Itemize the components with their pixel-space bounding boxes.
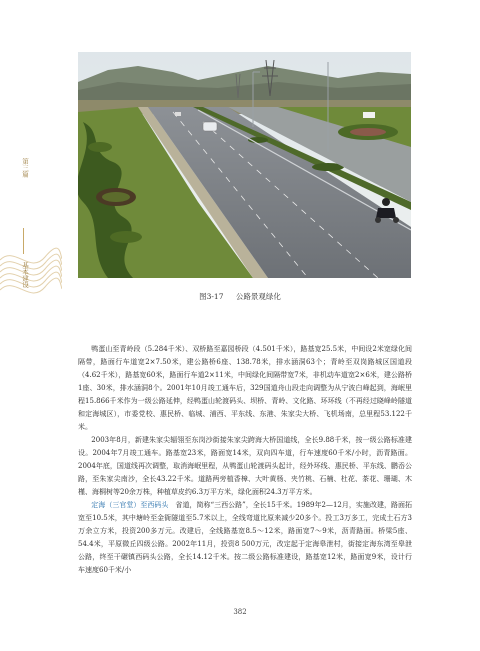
paragraph-3 [78,499,412,577]
body-text [78,343,412,577]
paragraph-text: 鸭蛋山至青岭段（5.284千米）、双桥路至嘉园桥段（4.501千米），路基宽25.5米，中间设2米宽绿化间隔带，路面行车道宽2×7.50米，建公路桥6座、138.78米，排水涵洞63个；青岭至双岗路城区国道段（4.62千米），路基宽60米，路面行车道2×11米，中间绿化间隔带宽7米，非机动车道宽2×6米，建公路桥1座、30米，排水涵洞8个。2001年10月竣工通车后，329国道舟山段走向调整为从宁波白峰起到，海岷里程15.866千米作为一级公路延伸，经鸭蛋山轮渡码头、坝桥、青岭、文化路、环环线（不再经过晓峰岭隧道和定海城区），市委党校、惠民桥、临城、浦西、平东线、东港、朱家尖大桥、飞机场南，总里程53.122千米。 [78,345,412,431]
figure-number: 图3-17 [199,292,224,301]
margin-divider [23,228,24,254]
page-number: 382 [233,608,247,616]
paragraph-1 [78,343,412,434]
section-label: 基本建设 [21,262,29,288]
paragraph-text: 省道，简称“三西公路”，全长15千米。1989年2—12月，实施改建，路面拓宽至10.5米，其中塘岭至金衙隧道至5.7米以上，全线弯道比原来减少20多个。投工3万多工，完成土石方3万余立方米，投资200多万元。改建后，全线路基宽8.5～12米，路面宽7～9米，沥青路面。桥梁5座、54.4米，平原微丘四级公路。2002年11月，投资8 500万元，改定起于定海皋泄村，街接定海东湾至皋泄公路，终至干碾镇西码头公路，全长14.12千米。按二级公路标准建设，路基宽12米，路面宽9米，设计行车速度60千米/小 [78,501,412,574]
chapter-label: 第三篇 [21,158,29,178]
paragraph-2 [78,434,412,499]
road-heading: 定海（三官堂）至西码头 [91,501,169,509]
highway-photo [78,52,411,278]
figure-title: 公路景观绿化 [235,292,281,301]
figure-caption [0,291,480,302]
paragraph-text: 2003年8月，新建朱家尖辐翎至东岗沙街接朱家尖跨海大桥国道线，全长9.88千米，按一级公路标准建设。2004年7月竣工通车。路基宽23米，路面宽14米，双向四车道，行车速度60千米/小时，沥青路面。2004年底，国道线再次调整，取消海岷里程，从鸭蛋山轮渡码头起计，经外环线、惠民桥、平东线、鹏岙公路，至朱家尖南沙，全长43.22千米。道路两旁植香樟、大叶黄杨、夹竹桃、石楠、杜花、茶花、珊瑚、木槿、海桐树等20余万株，种植草皮约6.3万平方米，绿化面积24.3万平方米。 [78,436,412,496]
